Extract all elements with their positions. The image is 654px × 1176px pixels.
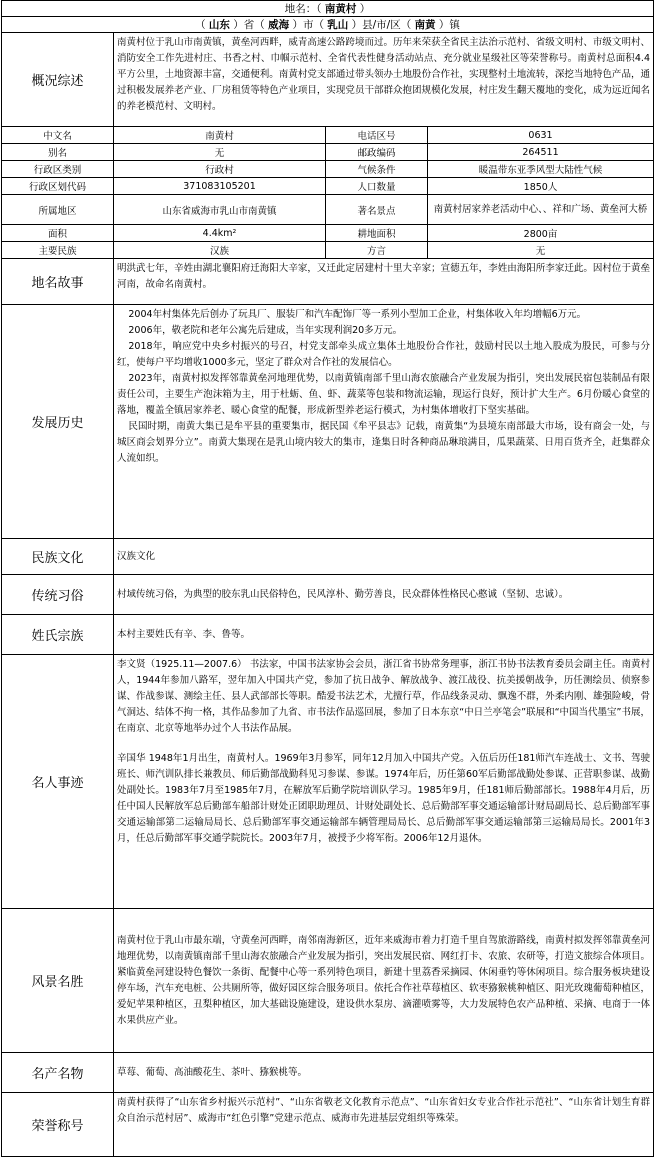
- info-label: 面积: [2, 225, 114, 242]
- info-value: 4.4km²: [114, 225, 326, 242]
- history-paragraph: 2006年，敬老院和老年公寓先后建成，当年实现利润20多万元。: [128, 325, 403, 336]
- info-label: 气候条件: [326, 161, 428, 178]
- info-value: 山东省威海市乳山市南黄镇: [114, 195, 326, 225]
- custom-label: 传统习俗: [2, 575, 114, 615]
- ethnic-text: 汉族文化: [114, 539, 654, 575]
- honors-text: 南黄村获得了“山东省乡村振兴示范村”、“山东省敬老文化教育示范点”、“山东省妇女专业合作社示范社”、“山东省计划生育群众自治示范村居”、威海市“红色引擎”党建示范点、威海市先进基层党组织等殊荣。: [114, 1093, 654, 1157]
- info-row: [2, 161, 654, 178]
- custom-text: 村域传统习俗，为典型的胶东乳山民俗特色，民风淳朴、勤劳善良，民众群体性格民心憨诚（坚韧、忠诚）。: [114, 575, 654, 615]
- info-label: 邮政编码: [326, 144, 428, 161]
- info-value: 无: [428, 242, 654, 259]
- info-value: 264511: [428, 144, 654, 161]
- info-label: 方言: [326, 242, 428, 259]
- info-label: 人口数量: [326, 178, 428, 195]
- info-row: [2, 144, 654, 161]
- people-label: 名人事迹: [2, 655, 114, 909]
- overview-label: 概况综述: [2, 33, 114, 127]
- info-label: 著名景点: [326, 195, 428, 225]
- info-row: [2, 127, 654, 144]
- info-value: 2800亩: [428, 225, 654, 242]
- place-name-label: 地名：: [284, 3, 317, 15]
- story-text: 明洪武七年，辛姓由湖北襄阳府迁海阳大辛家，又迁此定居建村十里大辛家；宣德五年，李姓由海阳所李家迁此。因村位于黄垒河南，故命名南黄村。: [114, 259, 654, 305]
- ethnic-label: 民族文化: [2, 539, 114, 575]
- info-value: 行政村: [114, 161, 326, 178]
- people-paragraph-li: 李文贤（1925.11—2007.6） 书法家，中国书法家协会会员，浙江省书协常务理事，浙江书协书法教育委员会副主任。南黄村人，1944年参加八路军，翌年加入中国共产党，参加了抗日战争、解放战争、渡江战役、抗美援朝战争，历任测绘员、侦察参谋、作战参谋、测绘主任、县人武部部长等职。酷爱书法艺术，尤擅行草，作品线条灵动、飘逸不群，外柔内刚、雄强险峻，骨气洞达、结体不拘一格，其作品参加了九省、市书法作品巡回展，参加了日本东京“中日兰亭笔会”联展和“中国当代墨宝”书展，在南京、北京等地举办过个人书法作品展。: [117, 659, 650, 734]
- products-label: 名产名物: [2, 1053, 114, 1093]
- history-text: [114, 305, 654, 539]
- county-value: 乳山: [327, 19, 349, 31]
- history-paragraph: 2004年村集体先后创办了玩具厂、服装厂和汽车配饰厂等一系列小型加工企业，村集体收入年均增幅6万元。: [128, 309, 587, 320]
- story-label: 地名故事: [2, 259, 114, 305]
- info-label: 耕地面积: [326, 225, 428, 242]
- info-label: 电话区号: [326, 127, 428, 144]
- people-paragraph-xin: 辛国华 1948年1月出生，南黄村人。1969年3月参军，同年12月加入中国共产党。入伍后历任181师汽车连战士、文书、驾驶班长、师汽训队排长兼教员、师后勤部战勤科见习参谋、参谋。1974年后，历任第60军后勤部战勤处参谋、正营职参谋、战勤处副处长。1983年7月至1985年7月，在解放军后勤学院培训队学习。1985年9月，任181师后勤部部长。1988年4月后，历任中国人民解放军总后勤部车船部计财处正团职助理员、计财处副处长、总后勤部军事交通运输部计财局副局长、总后勤部军事交通运输部第二运输局局长、总后勤部军事交通运输部车辆管理局局长、总后勤部军事交通运输部第三运输局局长。2001年3月，任总后勤部军事交通学院院长。2003年7月，被授予少将军衔。2006年12月退休。: [117, 753, 650, 844]
- info-value: 南黄村居家养老活动中心、、祥和广场、黄垒河大桥: [428, 195, 654, 225]
- gazetteer-form: [1, 0, 653, 1157]
- surname-text: 本村主要姓氏有辛、李、鲁等。: [114, 615, 654, 655]
- info-value: 暖温带东亚季风型大陆性气候: [428, 161, 654, 178]
- history-label: 发展历史: [2, 305, 114, 539]
- village-info-table: [1, 0, 654, 1157]
- products-text: 草莓、葡萄、高油酸花生、茶叶、猕猴桃等。: [114, 1053, 654, 1093]
- province-value: 山东: [208, 19, 230, 31]
- place-name-row: 地名：（ 南黄村 ）: [2, 1, 654, 17]
- city-value: 威海: [268, 19, 290, 31]
- surname-label: 姓氏宗族: [2, 615, 114, 655]
- place-name-value: 南黄村: [324, 3, 357, 15]
- people-text: [114, 655, 654, 909]
- info-value: 1850人: [428, 178, 654, 195]
- history-paragraph: 民国时期，南黄大集已是牟平县的重要集市，据民国《牟平县志》记载，南黄集“为县境东南部最大市场，设有商会一处，与城区商会划界分立”。南黄大集现在是乳山境内较大的集市，逢集日时各种商品琳琅满目，瓜果蔬菜、日用百货齐全，赶集群众人流如织。: [117, 421, 650, 464]
- info-row: [2, 242, 654, 259]
- info-label: 别名: [2, 144, 114, 161]
- region-row: （ 山东 ）省（ 威海 ）市（ 乳山 ）县/市/区（ 南黄 ）镇: [2, 17, 654, 33]
- info-label: 行政区划代码: [2, 178, 114, 195]
- info-value: 汉族: [114, 242, 326, 259]
- history-paragraph: 2018年，响应党中央乡村振兴的号召，村党支部牵头成立集体土地股份合作社，鼓励村民以土地入股成为股民，可参与分红，使每户平均增收1000多元，坚定了群众对合作社的发展信心。: [117, 341, 650, 368]
- overview-text: 南黄村位于乳山市南黄镇，黄垒河西畔，威青高速公路跨境而过。历年来荣获全省民主法治示范村、省级文明村、市级文明村、消防安全工作先进村庄、书香之村、巾帼示范村、全省代表性健身活动站点、充分就业星级社区等荣誉称号。南黄村总面积4.4平方公里，土地资源丰富，交通便利。南黄村党支部通过带头领办土地股份合作社，实现整村土地流转，深挖当地特色产品，通过积极发展养老产业、厂房租赁等特色产业项目，实现党员干部群众抱团规模化发展，村庄发生翻天覆地的变化，成为远近闻名的养老模范村、文明村。: [114, 33, 654, 127]
- town-value: 南黄: [414, 19, 436, 31]
- info-row: [2, 178, 654, 195]
- info-label: 所属地区: [2, 195, 114, 225]
- info-label: 主要民族: [2, 242, 114, 259]
- info-value: 无: [114, 144, 326, 161]
- info-value: 371083105201: [114, 178, 326, 195]
- history-paragraph: 2023年，南黄村拟发挥邻靠黄垒河地理优势，以南黄镇南部千里山海农旅融合产业发展为指引，突出发展民宿包装制品有限责任公司，主要生产泡沫箱为主，用于杜蛎、鱼、虾、蔬菜等包装和物流运输，现运行良好，预计扩大生产。6月份暖心食堂的落地，覆盖全镇居家养老、暖心食堂的配餐，形成新型养老运行模式，为村集体增收打下坚实基础。: [117, 373, 650, 416]
- scenery-label: 风景名胜: [2, 909, 114, 1053]
- honors-label: 荣誉称号: [2, 1093, 114, 1157]
- scenery-text: 南黄村位于乳山市最东端，守黄垒河西畔，南邻南海新区，近年来威海市着力打造千里自驾旅游路线，南黄村拟发挥邻靠黄垒河地理优势，以南黄镇南部千里山海农旅融合产业发展为指引，突出发展民宿、网红打卡、农旅、农研等，打造文旅综合体项目。紧临黄垒河建设特色餐饮一条街、配餐中心等一系列特色项目，新建十里荔香采摘园、休闲垂钓等休闲项目。综合服务板块建设停车场，汽车充电桩、公共厕所等，做好园区综合服务项目。依托合作社草莓植区、软枣猕猴桃种植区、阳光玫瑰葡萄种植区，爱妃苹果种植区，丑梨种植区，加大基础设施建设，建设供水泵房、滴灌喷雾等，大力发展特色农产品种植、采摘、电商于一体水果供应产业。: [114, 909, 654, 1053]
- info-value: 0631: [428, 127, 654, 144]
- info-row: [2, 195, 654, 225]
- info-label: 行政区类别: [2, 161, 114, 178]
- info-row: [2, 225, 654, 242]
- info-value: 南黄村: [114, 127, 326, 144]
- info-label: 中文名: [2, 127, 114, 144]
